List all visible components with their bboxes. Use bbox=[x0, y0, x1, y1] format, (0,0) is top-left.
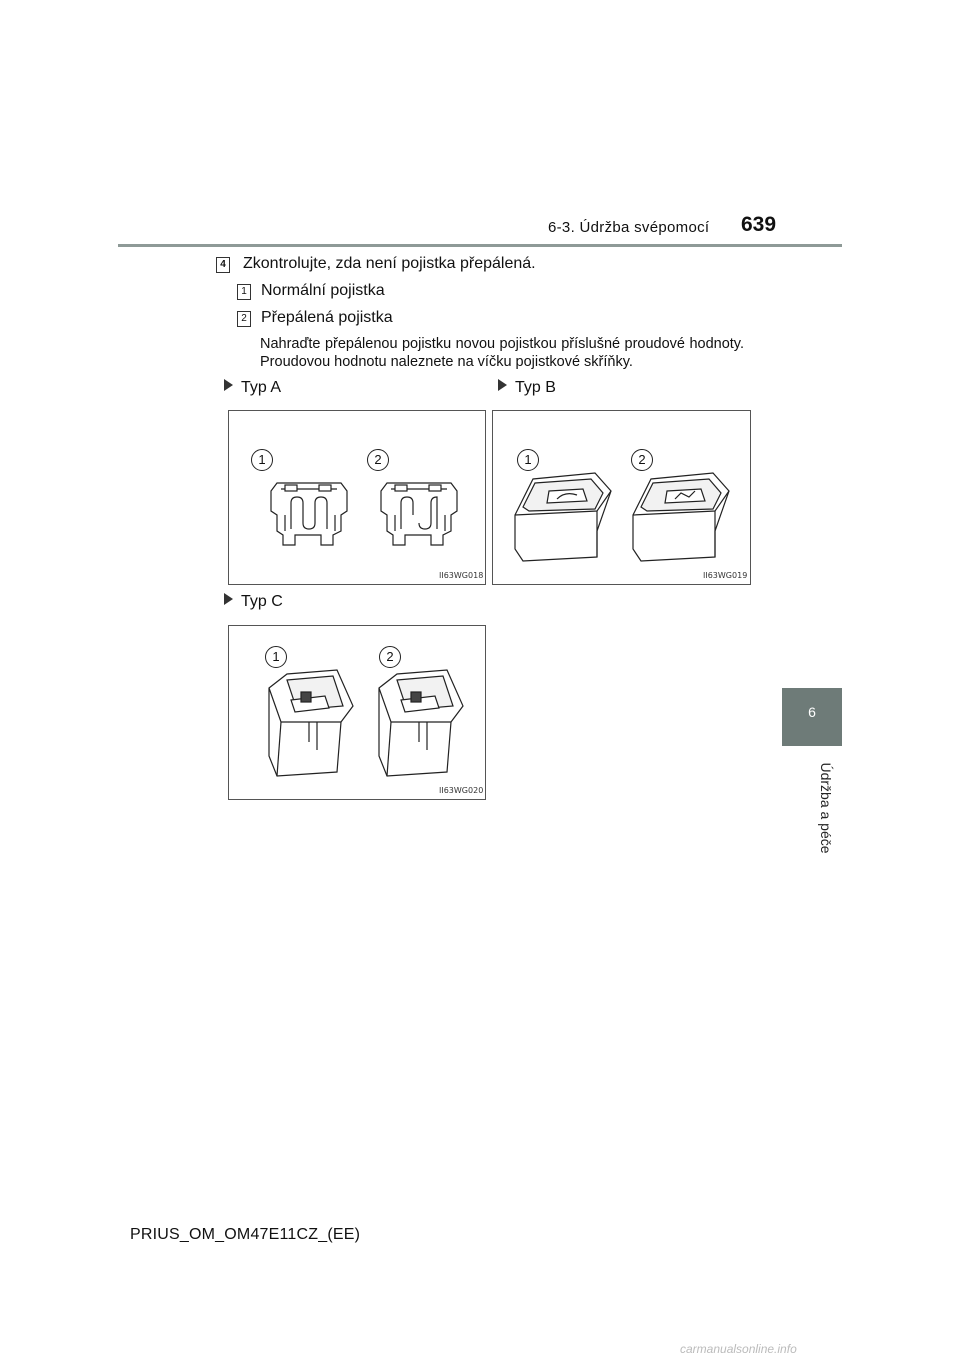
callout-2: 2 bbox=[379, 646, 401, 668]
chapter-number: 6 bbox=[808, 704, 816, 720]
type-c-label bbox=[224, 593, 283, 611]
type-label-text: Typ C bbox=[241, 593, 283, 610]
header-divider bbox=[118, 244, 842, 247]
step-number-box: 4 bbox=[216, 257, 230, 273]
figure-code: II63WG019 bbox=[703, 571, 748, 580]
triangle-bullet-icon bbox=[224, 379, 233, 391]
page-number: 639 bbox=[741, 213, 777, 236]
type-b-label bbox=[498, 379, 556, 397]
item-number: 2 bbox=[237, 311, 251, 327]
cartridge-fuse-illustration bbox=[493, 411, 750, 584]
type-label-text: Typ A bbox=[241, 379, 282, 396]
item-label: Přepálená pojistka bbox=[261, 309, 393, 326]
callout-1: 1 bbox=[265, 646, 287, 668]
chapter-title-vertical: Údržba a péče bbox=[818, 762, 834, 854]
callout-1: 1 bbox=[251, 449, 273, 471]
callout-1: 1 bbox=[517, 449, 539, 471]
callout-2: 2 bbox=[367, 449, 389, 471]
replacement-note: Nahraďte přepálenou pojistku novou pojistkou příslušné proudové hodnoty. Proudovou hodnotu naleznete na víčku pojistkové skříňky. bbox=[260, 336, 744, 370]
figure-type-c bbox=[228, 625, 486, 800]
figure-code: II63WG020 bbox=[439, 786, 484, 795]
triangle-bullet-icon bbox=[498, 379, 507, 391]
figure-type-b bbox=[492, 410, 751, 585]
figure-type-a bbox=[228, 410, 486, 585]
chapter-tab[interactable] bbox=[782, 688, 842, 746]
item-label: Normální pojistka bbox=[261, 282, 385, 299]
type-a-label bbox=[224, 379, 281, 397]
callout-2: 2 bbox=[631, 449, 653, 471]
figure-code: II63WG018 bbox=[439, 571, 484, 580]
blade-fuse-illustration bbox=[229, 411, 485, 584]
step-text: Zkontrolujte, zda není pojistka přepálená. bbox=[243, 255, 536, 272]
watermark: carmanualsonline.info bbox=[680, 1342, 797, 1356]
triangle-bullet-icon bbox=[224, 593, 233, 605]
item-number: 1 bbox=[237, 284, 251, 300]
type-label-text: Typ B bbox=[515, 379, 556, 396]
document-id: PRIUS_OM_OM47E11CZ_(EE) bbox=[130, 1226, 361, 1243]
section-title: 6-3. Údržba svépomocí bbox=[548, 219, 710, 236]
